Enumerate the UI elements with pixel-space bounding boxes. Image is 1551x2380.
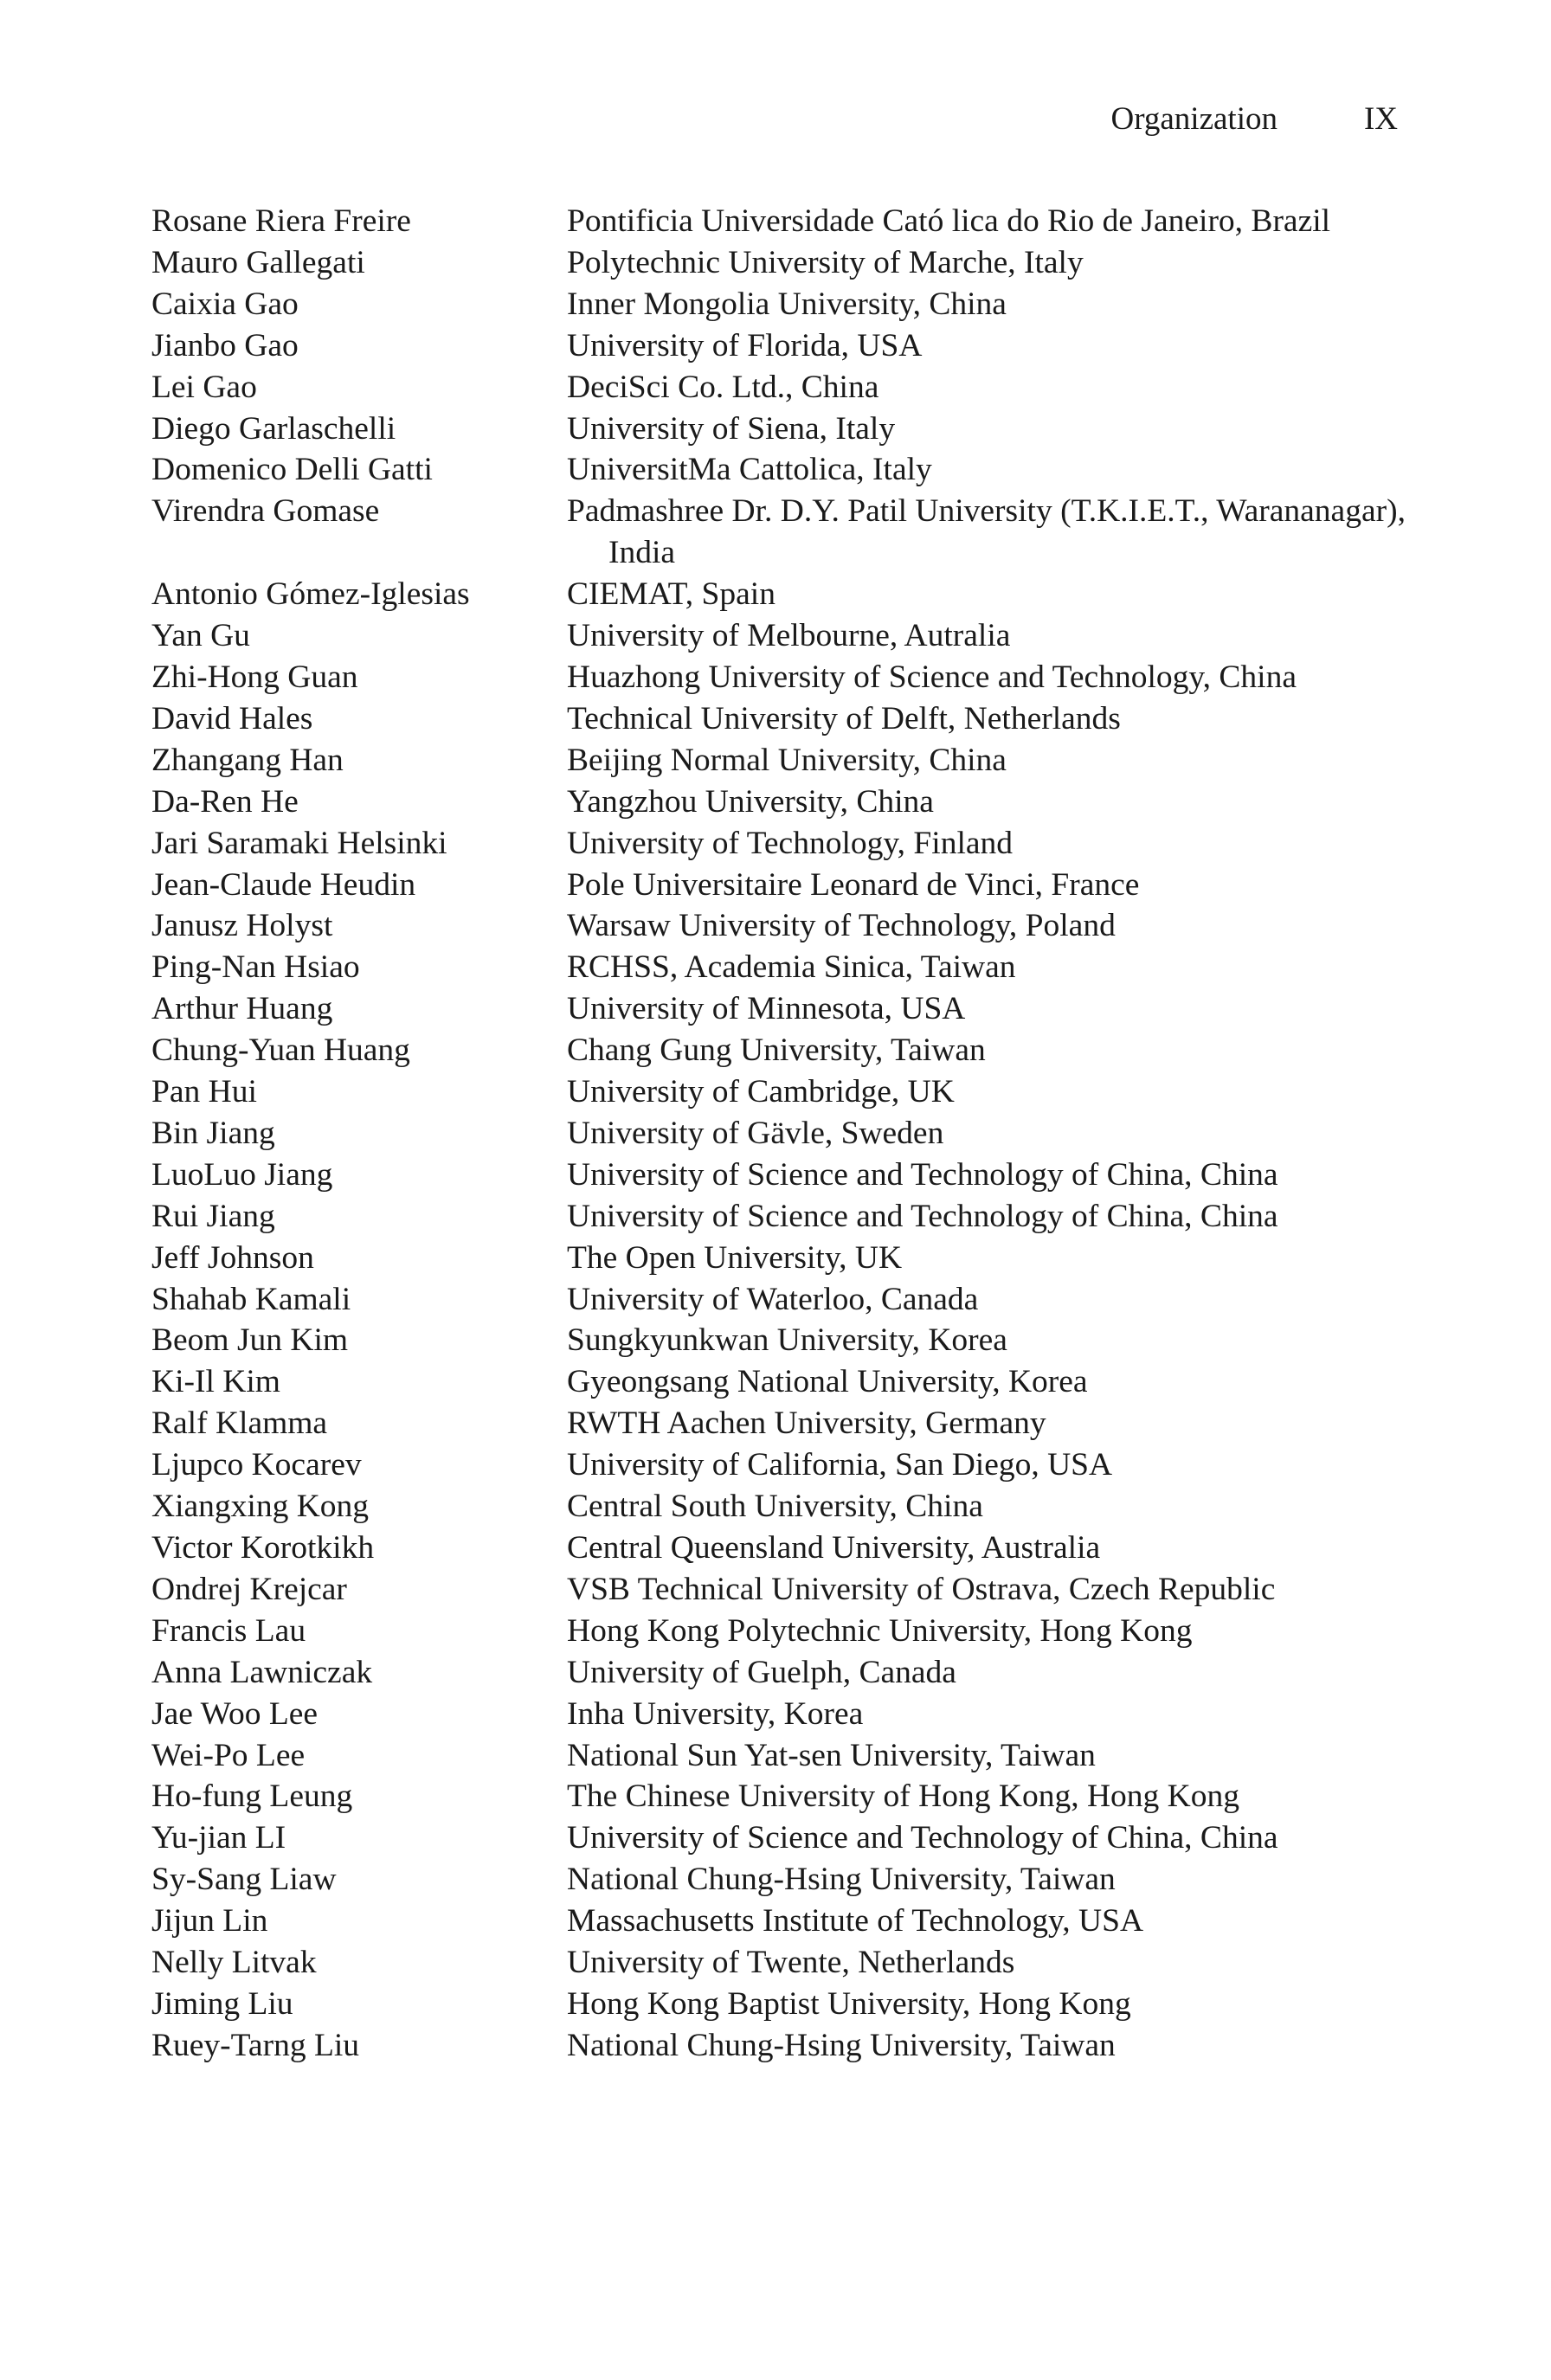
member-affiliation: University of Melbourne, Autralia <box>567 618 1011 654</box>
member-affiliation: National Sun Yat-sen University, Taiwan <box>567 1737 1096 1773</box>
member-affiliation: The Chinese University of Hong Kong, Hong Kong <box>567 1779 1239 1815</box>
roster-entry <box>151 449 1415 491</box>
member-affiliation: University of Science and Technology of China, China <box>567 1820 1278 1856</box>
roster-entry <box>151 1694 1415 1735</box>
member-affiliation: DeciSci Co. Ltd., China <box>567 369 879 405</box>
member-affiliation: Beijing Normal University, China <box>567 742 1007 778</box>
member-name: Zhangang Han <box>151 742 344 778</box>
member-name: LuoLuo Jiang <box>151 1156 333 1193</box>
member-affiliation: University of Minnesota, USA <box>567 991 966 1027</box>
roster-entry <box>151 1113 1415 1155</box>
member-name: Da-Ren He <box>151 783 299 820</box>
running-head <box>0 97 1551 142</box>
roster-entry <box>151 367 1415 408</box>
roster-entry <box>151 1942 1415 1984</box>
member-affiliation: University of Twente, Netherlands <box>567 1945 1015 1981</box>
roster-entry <box>151 823 1415 865</box>
member-affiliation: Polytechnic University of Marche, Italy <box>567 244 1084 280</box>
roster-entry <box>151 1196 1415 1238</box>
member-name: Xiangxing Kong <box>151 1489 370 1525</box>
member-name: Ho-fung Leung <box>151 1779 353 1815</box>
member-affiliation: University of Florida, USA <box>567 327 923 363</box>
roster-entry <box>151 1071 1415 1113</box>
roster-entry <box>151 1361 1415 1403</box>
member-name: Domenico Delli Gatti <box>151 452 433 488</box>
member-affiliation: Inha University, Korea <box>567 1695 864 1732</box>
member-affiliation: University of Technology, Finland <box>567 825 1014 861</box>
roster-entry <box>151 1652 1415 1694</box>
member-affiliation: Central South University, China <box>567 1489 983 1525</box>
roster-entry <box>151 782 1415 823</box>
member-name: Francis Lau <box>151 1612 306 1649</box>
member-affiliation: Huazhong University of Science and Technology, China <box>567 659 1297 695</box>
roster-entry <box>151 1279 1415 1321</box>
member-name: Ruey-Tarng Liu <box>151 2027 360 2063</box>
roster-entry <box>151 988 1415 1030</box>
roster-entry <box>151 1817 1415 1859</box>
roster-entry <box>151 491 1415 574</box>
member-affiliation: National Chung-Hsing University, Taiwan <box>567 2027 1116 2063</box>
member-name: Ralf Klamma <box>151 1405 328 1442</box>
member-name: Yan Gu <box>151 618 250 654</box>
member-name: Jianbo Gao <box>151 327 299 363</box>
roster-entry <box>151 657 1415 698</box>
member-name: Diego Garlaschelli <box>151 410 396 447</box>
member-affiliation: Technical University of Delft, Netherlands <box>567 700 1121 737</box>
member-name: Caixia Gao <box>151 286 299 322</box>
member-name: Janusz Holyst <box>151 908 333 944</box>
member-affiliation: Massachusetts Institute of Technology, USA <box>567 1903 1144 1939</box>
member-affiliation: University of Waterloo, Canada <box>567 1281 979 1317</box>
member-affiliation: Yangzhou University, China <box>567 783 934 820</box>
member-affiliation: RWTH Aachen University, Germany <box>567 1405 1046 1442</box>
member-affiliation: University of Cambridge, UK <box>567 1074 955 1110</box>
roster-entry <box>151 242 1415 284</box>
roster-entry <box>151 1611 1415 1652</box>
member-affiliation: Gyeongsang National University, Korea <box>567 1364 1088 1400</box>
member-affiliation: Sungkyunkwan University, Korea <box>567 1322 1007 1359</box>
roster-entry <box>151 1569 1415 1611</box>
member-affiliation: The Open University, UK <box>567 1239 903 1276</box>
member-name: Ki-Il Kim <box>151 1364 280 1400</box>
member-name: Beom Jun Kim <box>151 1322 349 1359</box>
member-affiliation: UniversitMa Cattolica, Italy <box>567 452 932 488</box>
roster-entry <box>151 1155 1415 1196</box>
member-affiliation: Inner Mongolia University, China <box>567 286 1007 322</box>
member-affiliation: University of Science and Technology of China, China <box>567 1156 1278 1193</box>
member-affiliation: University of Gävle, Sweden <box>567 1115 944 1151</box>
roster-entry <box>151 1901 1415 1942</box>
roster-entry <box>151 1444 1415 1486</box>
member-name: Ping-Nan Hsiao <box>151 949 360 986</box>
member-name: Chung-Yuan Huang <box>151 1032 410 1069</box>
roster-entry <box>151 615 1415 657</box>
member-name: Jeff Johnson <box>151 1239 314 1276</box>
roster-entry <box>151 1403 1415 1444</box>
member-name: Virendra Gomase <box>151 493 380 530</box>
member-name: Victor Korotkikh <box>151 1530 375 1566</box>
member-name: Zhi-Hong Guan <box>151 659 358 695</box>
member-name: Shahab Kamali <box>151 1281 351 1317</box>
member-name: Rosane Riera Freire <box>151 203 411 239</box>
member-affiliation: Hong Kong Polytechnic University, Hong Kong <box>567 1612 1193 1649</box>
member-name: Lei Gao <box>151 369 257 405</box>
member-name: Yu-jian LI <box>151 1820 286 1856</box>
member-name: Ondrej Krejcar <box>151 1571 347 1607</box>
member-name: Antonio Gómez-Iglesias <box>151 576 470 613</box>
member-affiliation: Padmashree Dr. D.Y. Patil University (T.K.I.E.T., Warananagar), India <box>567 493 1406 571</box>
member-name: David Hales <box>151 700 313 737</box>
roster-entry <box>151 1320 1415 1361</box>
member-affiliation: Pole Universitaire Leonard de Vinci, France <box>567 866 1140 903</box>
member-name: Jae Woo Lee <box>151 1695 319 1732</box>
member-name: Jijun Lin <box>151 1903 268 1939</box>
member-name: Jari Saramaki Helsinki <box>151 825 447 861</box>
member-name: Mauro Gallegati <box>151 244 365 280</box>
roster-entry <box>151 1735 1415 1777</box>
roster-entry <box>151 1238 1415 1279</box>
member-name: Wei-Po Lee <box>151 1737 306 1773</box>
roster-entry <box>151 408 1415 450</box>
member-affiliation: National Chung-Hsing University, Taiwan <box>567 1862 1116 1898</box>
member-affiliation: University of Siena, Italy <box>567 410 896 447</box>
roster-entry <box>151 740 1415 782</box>
running-title: Organization <box>1110 101 1277 137</box>
member-name: Nelly Litvak <box>151 1945 317 1981</box>
member-name: Sy-Sang Liaw <box>151 1862 337 1898</box>
member-affiliation: University of Guelph, Canada <box>567 1654 956 1690</box>
roster-entry <box>151 574 1415 615</box>
roster-entry <box>151 1859 1415 1901</box>
roster-entry <box>151 201 1415 242</box>
roster-entry <box>151 2025 1415 2067</box>
member-name: Ljupco Kocarev <box>151 1447 362 1483</box>
member-affiliation: University of California, San Diego, USA <box>567 1447 1113 1483</box>
member-affiliation: Chang Gung University, Taiwan <box>567 1032 986 1069</box>
member-affiliation: RCHSS, Academia Sinica, Taiwan <box>567 949 1016 986</box>
member-affiliation: Pontificia Universidade Cató lica do Rio de Janeiro, Brazil <box>567 203 1331 239</box>
member-affiliation: Central Queensland University, Australia <box>567 1530 1101 1566</box>
roster-entry <box>151 1528 1415 1569</box>
member-affiliation: VSB Technical University of Ostrava, Czech Republic <box>567 1571 1276 1607</box>
roster-entry <box>151 865 1415 906</box>
member-name: Anna Lawniczak <box>151 1654 373 1690</box>
member-name: Bin Jiang <box>151 1115 275 1151</box>
roster-entry <box>151 1984 1415 2025</box>
member-affiliation: Hong Kong Baptist University, Hong Kong <box>567 1985 1131 2022</box>
member-name: Rui Jiang <box>151 1198 275 1234</box>
member-affiliation: University of Science and Technology of China, China <box>567 1198 1278 1234</box>
roster-entry <box>151 1776 1415 1817</box>
roster-entry <box>151 325 1415 367</box>
roster-entry <box>151 698 1415 740</box>
roster-entry <box>151 905 1415 947</box>
member-name: Pan Hui <box>151 1074 257 1110</box>
member-name: Arthur Huang <box>151 991 333 1027</box>
roster-entry <box>151 1030 1415 1071</box>
page-number: IX <box>1363 101 1398 137</box>
member-name: Jiming Liu <box>151 1985 293 2022</box>
roster-entry <box>151 947 1415 988</box>
member-affiliation: CIEMAT, Spain <box>567 576 776 613</box>
roster-entry <box>151 1486 1415 1528</box>
member-affiliation: Warsaw University of Technology, Poland <box>567 908 1116 944</box>
committee-roster <box>151 201 1415 2067</box>
member-name: Jean-Claude Heudin <box>151 866 416 903</box>
roster-entry <box>151 284 1415 325</box>
